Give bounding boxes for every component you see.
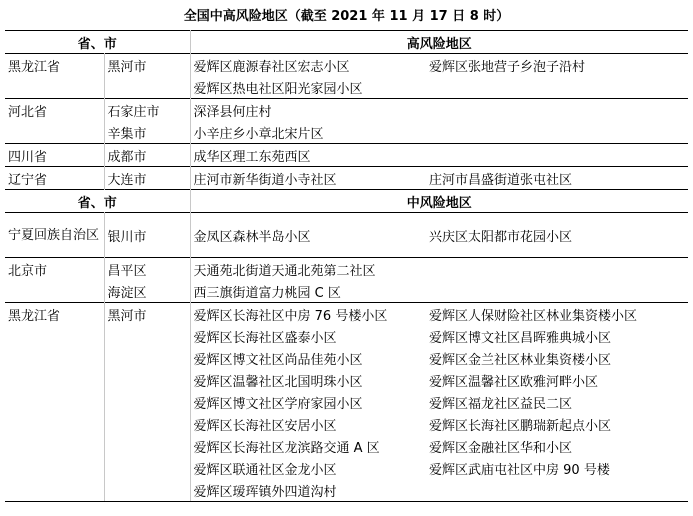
area-cell: 深泽县何庄村 bbox=[190, 99, 426, 122]
area-cell: 爱辉区长海社区鹏瑞新起点小区 bbox=[429, 418, 612, 434]
city-cell: 石家庄市 bbox=[104, 99, 190, 122]
area-cell: 爱辉区温馨社区北国明珠小区 bbox=[193, 374, 363, 390]
table-row bbox=[5, 258, 688, 281]
area-cell: 爱辉区鹿源春社区宏志小区 bbox=[190, 54, 426, 77]
area-cell: 爱辉区福龙社区益民二区 bbox=[429, 396, 573, 412]
city-cell: 大连市 bbox=[104, 167, 190, 190]
city-cell bbox=[104, 457, 190, 479]
province-cell bbox=[5, 457, 104, 479]
province-cell: 辽宁省 bbox=[5, 167, 104, 190]
city-cell bbox=[104, 435, 190, 457]
province-cell bbox=[5, 76, 104, 99]
table-row bbox=[5, 303, 688, 326]
area-cell: 爱辉区张地营子乡泡子沿村 bbox=[426, 54, 688, 77]
area-cell bbox=[426, 479, 688, 502]
table-row bbox=[5, 413, 688, 435]
area-cell: 成华区理工东苑西区 bbox=[190, 144, 426, 167]
area-cell: 庄河市昌盛街道张屯社区 bbox=[426, 167, 688, 190]
table-row bbox=[5, 144, 688, 167]
table-row bbox=[5, 435, 688, 457]
area-cell bbox=[426, 121, 688, 144]
table-row bbox=[5, 280, 688, 303]
high-risk-area-header: 高风险地区 bbox=[190, 31, 688, 54]
area-cell: 爱辉区长海社区龙滨路交通 A 区 bbox=[193, 440, 380, 456]
area-cell: 爱辉区人保财险社区林业集资楼小区 bbox=[426, 303, 688, 326]
high-risk-region-header: 省、市 bbox=[5, 31, 190, 54]
medium-risk-header-row bbox=[5, 190, 688, 213]
city-cell: 黑河市 bbox=[104, 54, 190, 77]
area-cell: 爱辉区联通社区金龙小区 bbox=[193, 462, 337, 478]
medium-risk-area-header: 中风险地区 bbox=[190, 190, 688, 213]
area-cell: 西三旗街道富力桃园 C 区 bbox=[193, 285, 341, 301]
page-title: 全国中高风险地区（截至 2021 年 11 月 17 日 8 时） bbox=[183, 9, 510, 24]
area-cell: 爱辉区长海社区盛泰小区 bbox=[193, 330, 337, 346]
city-cell: 昌平区 bbox=[104, 258, 190, 281]
province-cell: 北京市 bbox=[5, 258, 104, 281]
area-cell: 兴庆区太阳都市花园小区 bbox=[426, 213, 688, 258]
table-row bbox=[5, 347, 688, 369]
province-cell: 黑龙江省 bbox=[5, 54, 104, 77]
province-cell bbox=[5, 325, 104, 347]
city-cell: 成都市 bbox=[104, 144, 190, 167]
city-cell bbox=[104, 325, 190, 347]
city-cell bbox=[104, 413, 190, 435]
table-row bbox=[5, 213, 688, 258]
table-row bbox=[5, 369, 688, 391]
risk-area-table bbox=[5, 30, 688, 502]
area-cell: 爱辉区热电社区阳光家园小区 bbox=[193, 81, 363, 97]
table-row bbox=[5, 325, 688, 347]
city-cell bbox=[104, 76, 190, 99]
area-cell: 爱辉区武庙屯社区中房 90 号楼 bbox=[429, 462, 610, 478]
high-risk-header-row bbox=[5, 31, 688, 54]
area-cell: 爱辉区金融社区华和小区 bbox=[429, 440, 573, 456]
area-cell: 爱辉区博文社区昌晖雅典城小区 bbox=[429, 330, 612, 346]
city-cell bbox=[104, 347, 190, 369]
area-cell bbox=[426, 76, 688, 99]
province-cell: 宁夏回族自治区 bbox=[5, 213, 104, 258]
area-cell: 庄河市新华街道小寺社区 bbox=[190, 167, 426, 190]
area-cell: 爱辉区瑷珲镇外四道沟村 bbox=[190, 479, 426, 502]
area-cell: 爱辉区博文社区尚品佳苑小区 bbox=[193, 352, 363, 368]
province-cell bbox=[5, 479, 104, 502]
city-cell: 黑河市 bbox=[104, 303, 190, 326]
table-row bbox=[5, 479, 688, 502]
province-cell bbox=[5, 413, 104, 435]
province-cell bbox=[5, 391, 104, 413]
table-row bbox=[5, 391, 688, 413]
province-cell bbox=[5, 280, 104, 303]
area-cell: 爱辉区长海社区安居小区 bbox=[193, 418, 337, 434]
area-cell bbox=[426, 258, 688, 281]
province-cell: 河北省 bbox=[5, 99, 104, 122]
table-row bbox=[5, 99, 688, 122]
area-cell bbox=[426, 144, 688, 167]
city-cell bbox=[104, 369, 190, 391]
province-cell: 黑龙江省 bbox=[5, 303, 104, 326]
city-cell: 辛集市 bbox=[104, 121, 190, 144]
area-cell: 爱辉区金兰社区林业集资楼小区 bbox=[429, 352, 612, 368]
city-cell: 海淀区 bbox=[104, 280, 190, 303]
province-cell bbox=[5, 347, 104, 369]
city-cell: 银川市 bbox=[104, 213, 190, 258]
province-cell bbox=[5, 121, 104, 144]
city-cell bbox=[104, 391, 190, 413]
table-row bbox=[5, 167, 688, 190]
table-row bbox=[5, 54, 688, 77]
province-cell: 四川省 bbox=[5, 144, 104, 167]
medium-risk-region-header: 省、市 bbox=[5, 190, 190, 213]
province-cell bbox=[5, 435, 104, 457]
area-cell: 金凤区森林半岛小区 bbox=[190, 213, 426, 258]
area-cell: 爱辉区博文社区学府家园小区 bbox=[193, 396, 363, 412]
city-cell bbox=[104, 479, 190, 502]
area-cell: 爱辉区长海社区中房 76 号楼小区 bbox=[190, 303, 426, 326]
area-cell: 天通苑北街道天通北苑第二社区 bbox=[190, 258, 426, 281]
area-cell bbox=[426, 280, 688, 303]
area-cell bbox=[426, 99, 688, 122]
table-row bbox=[5, 76, 688, 99]
table-row bbox=[5, 121, 688, 144]
area-cell: 小辛庄乡小章北宋片区 bbox=[193, 126, 324, 142]
table-row bbox=[5, 457, 688, 479]
area-cell: 爱辉区温馨社区欧雅河畔小区 bbox=[429, 374, 599, 390]
province-cell bbox=[5, 369, 104, 391]
